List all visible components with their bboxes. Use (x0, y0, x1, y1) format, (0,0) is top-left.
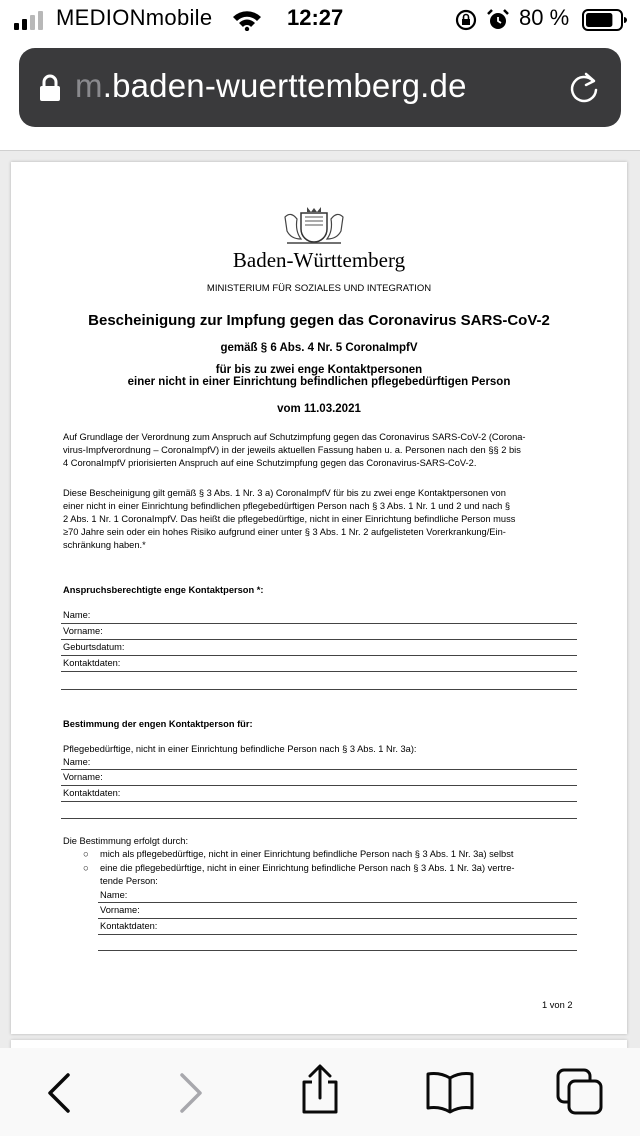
paragraph-line: 2 Abs. 1 Nr. 1 CoronaImpfV. Das heißt die pflegebedürftige, nicht in einer Einrichtung befindliche Person muss (63, 514, 516, 524)
form-line (98, 950, 577, 951)
form-line (61, 623, 577, 624)
form-line (98, 934, 577, 935)
url-faded-text: m (75, 67, 103, 104)
paragraph-line: Auf Grundlage der Verordnung zum Anspruch auf Schutzimpfung gegen das Coronavirus SARS-CoV-2 (Corona- (63, 432, 526, 442)
form-line (98, 902, 577, 903)
carrier-name: MEDIONmobile (56, 5, 213, 30)
document-subtitle-2: für bis zu zwei enge Kontaktpersonen (215, 364, 423, 376)
field-label: Vorname: (63, 626, 103, 636)
paragraph-line: 4 CoronaImpfV priorisierten Anspruch auf eine Schutzimpfung gegen das Coronavirus-SARS-CoV-2. (63, 458, 477, 468)
form-line (61, 818, 577, 819)
clock: 12:27 (287, 5, 344, 30)
paragraph-line: schränkung haben.* (63, 540, 146, 550)
browser-toolbar (0, 1048, 640, 1136)
tabs-icon[interactable] (556, 1068, 604, 1116)
field-label: Name: (63, 610, 91, 620)
form-line (61, 671, 577, 672)
paragraph-line: einer nicht in einer Einrichtung befindlichen pflegebedürftigen Person nach § 3 Abs. 1 Nr. 1 und 2 und nach § (63, 501, 511, 511)
paragraph-line: ≥70 Jahre sein oder ein hohes Risiko aufgrund einer unter § 3 Abs. 1 Nr. 2 aufgelisteten Vorerkrankung/Ein- (63, 527, 506, 537)
form-line (98, 918, 577, 919)
field-label: Geburtsdatum: (63, 642, 125, 652)
field-label: Vorname: (63, 772, 103, 782)
wifi-icon (232, 9, 262, 31)
coat-of-arms-icon (281, 207, 347, 247)
paragraph-line: Diese Bescheinigung gilt gemäß § 3 Abs. 1 Nr. 3 a) CoronaImpfV für bis zu zwei enge Kontaktpersonen von (63, 488, 506, 498)
rotation-lock-icon (454, 8, 478, 32)
option-text: mich als pflegebedürftige, nicht in einer Einrichtung befindliche Person nach § 3 Abs. 1 Nr. 3a) selbst (100, 849, 514, 859)
page-number: 1 von 2 (542, 1000, 573, 1010)
form-line (61, 639, 577, 640)
address-bar[interactable] (19, 48, 621, 127)
field-label: Kontaktdaten: (100, 921, 158, 931)
section-heading: Anspruchsberechtigte enge Kontaktperson *: (63, 585, 264, 595)
field-label: Name: (63, 757, 91, 767)
battery-percentage: 80 % (519, 5, 570, 30)
padlock-icon (39, 74, 61, 102)
form-line (61, 769, 577, 770)
state-name: Baden-Württemberg (232, 248, 406, 272)
share-icon[interactable] (298, 1064, 342, 1116)
form-line (61, 655, 577, 656)
document-subtitle-3: einer nicht in einer Einrichtung befindlichen pflegebedürftigen Person (127, 376, 511, 388)
url-text[interactable] (75, 67, 467, 105)
radio-option-icon[interactable]: ○ (83, 863, 89, 873)
pdf-page[interactable] (11, 162, 627, 1034)
document-date: vom 11.03.2021 (277, 403, 361, 415)
cellular-signal-icon (14, 10, 48, 30)
document-title: Bescheinigung zur Impfung gegen das Coronavirus SARS-CoV-2 (88, 312, 550, 329)
reload-icon[interactable] (567, 71, 601, 105)
section-heading: Bestimmung der engen Kontaktperson für: (63, 719, 253, 729)
section-intro: Pflegebedürftige, nicht in einer Einrichtung befindliche Person nach § 3 Abs. 1 Nr. 3a): (63, 744, 417, 754)
option-text: tende Person: (100, 876, 158, 886)
field-label: Kontaktdaten: (63, 658, 121, 668)
bookmarks-icon[interactable] (424, 1070, 476, 1114)
form-line (61, 785, 577, 786)
status-bar (0, 0, 640, 40)
field-label: Kontaktdaten: (63, 788, 121, 798)
form-line (61, 801, 577, 802)
field-label: Vorname: (100, 905, 140, 915)
paragraph-line: virus-Impfverordnung – CoronaImpfV) in der jeweils aktuellen Fassung haben u. a. Personen nach den §§ 2 bis (63, 445, 521, 455)
url-domain: .baden-wuerttemberg.de (102, 67, 467, 104)
radio-option-icon[interactable]: ○ (83, 849, 89, 859)
field-label: Name: (100, 890, 128, 900)
forward-icon[interactable] (176, 1072, 206, 1114)
form-line (61, 689, 577, 690)
back-icon[interactable] (44, 1072, 74, 1114)
battery-icon (582, 9, 628, 31)
option-text: eine die pflegebedürftige, nicht in einer Einrichtung befindliche Person nach § 3 Abs. 1 Nr. 3a) vertre- (100, 863, 515, 873)
section-intro: Die Bestimmung erfolgt durch: (63, 836, 189, 846)
alarm-icon (486, 8, 510, 32)
ministry-name: MINISTERIUM FÜR SOZIALES UND INTEGRATION (206, 283, 432, 294)
document-subtitle: gemäß § 6 Abs. 4 Nr. 5 CoronaImpfV (220, 342, 418, 354)
